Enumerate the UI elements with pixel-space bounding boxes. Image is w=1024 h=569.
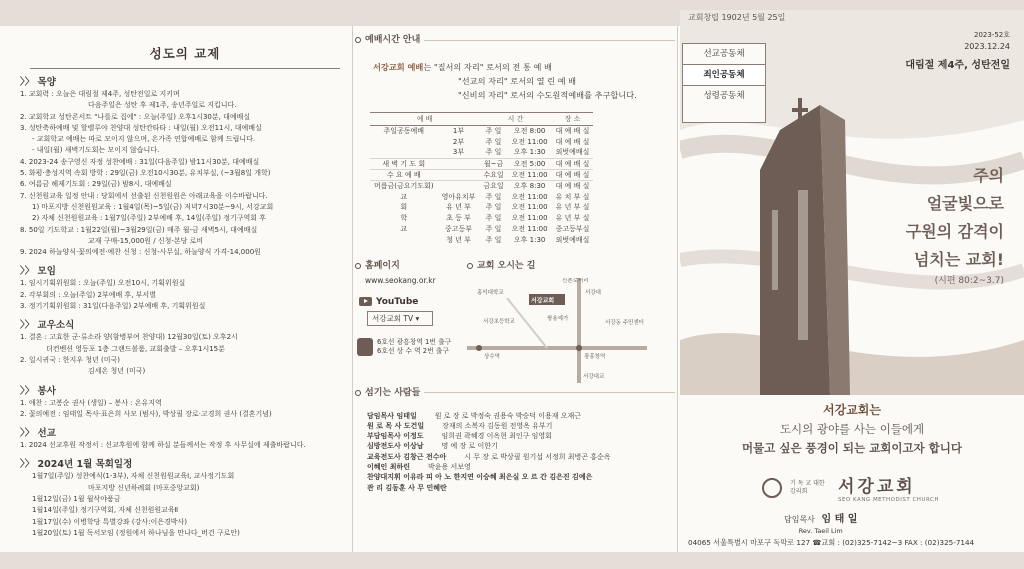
divider	[424, 392, 675, 393]
schedule-cell-p: 청 년 부	[446, 236, 471, 245]
worship-heading: 예배시간 안내	[365, 35, 421, 45]
schedule-cell-d: 주 일	[485, 203, 502, 212]
notice-line: 1월20일(토) 1월 독서모임 (정원에서 하나님을 만나다_버건 구로안)	[32, 528, 240, 537]
schedule-cell-p: 2부	[452, 137, 465, 146]
schedule-cell-p: 중고등부	[444, 225, 472, 234]
schedule-cell-g	[370, 136, 438, 147]
schedule-cell-p: 유 년 부	[446, 203, 471, 212]
bulletin-date: 2023.12.24	[964, 42, 1010, 51]
schedule-cell-t: 오전 11:00	[511, 137, 548, 146]
staff-row	[367, 431, 675, 441]
staff-entry: 담임목사 임태일	[367, 411, 417, 420]
fellowship-section	[20, 385, 350, 421]
youtube-channel: 서강교회 TV	[372, 313, 414, 323]
schedule-cell-d: 주 일	[485, 214, 502, 223]
schedule-cell-g: 회	[400, 203, 408, 212]
staff-entry: 임희권 곽혜경 이옥현 최인구 임영회	[441, 432, 552, 441]
schedule-row	[370, 235, 593, 246]
notice-line: 1월14일(주일) 정기구역회, 자체 신천원원교육Ⅱ	[32, 506, 179, 515]
map-label-church: 서강교회	[531, 297, 555, 305]
youtube-label: YouTube	[376, 296, 419, 307]
schedule-cell-p: 1부	[452, 127, 465, 136]
schedule-cell-g	[370, 235, 438, 246]
worship-intro-line	[373, 74, 675, 88]
staff-entry: 찬양대지휘 이유라 피 아 노 한지연 이승혜 최은실 오 르 간 김은진 김예은	[367, 473, 593, 482]
schedule-cell-p: 3부	[452, 148, 465, 157]
schedule-row	[370, 224, 593, 235]
circle-bullet-icon	[467, 263, 473, 269]
cover-panel	[680, 10, 1024, 550]
schedule-row	[370, 147, 593, 158]
notice-line: 마포지방 신년하례회 (마포중앙교회)	[88, 483, 200, 492]
worship-intro-line	[373, 60, 675, 74]
schedule-row	[370, 202, 593, 213]
notice-line: 5. 화평·충성지역 속회 방학 : 29일(금) 오전10시30분, 유치부실, (~3월8일 개학)	[20, 169, 271, 178]
notice-line: 1. 결혼 : 고효한 군·류소라 양(함병부여 찬양대) 12월30일(토) 오후2시	[20, 333, 238, 342]
homepage-heading: 홈페이지	[365, 260, 400, 271]
worship-intro-text: "신비의 자리" 로서의 수도원적예배를 추구합니다.	[458, 90, 637, 100]
theme-line-3: 구원의 감격이	[905, 222, 1004, 241]
notice-line: 다음주일은 성탄 후 제1주, 송년주일로 지킵니다.	[88, 101, 237, 110]
notice-line: 교재 구매-15,000원 / 신청-본당 로비	[88, 236, 204, 245]
worship-intro-line	[373, 88, 675, 102]
schedule-cell-p	[438, 158, 480, 169]
staff-row	[367, 441, 675, 451]
schedule-cell-g: 학	[400, 214, 408, 223]
staff-entry: 관 리 김동훈 사 무 민혜란	[367, 483, 447, 492]
notice-line: 9. 2024 하늘양식·꽃의예전·예찬 신청 : 신청-사무실, 하늘양식 가격-14,000원	[20, 248, 261, 257]
schedule-cell-l: 대 예 배 실	[552, 180, 594, 191]
col-header-place: 장 소	[552, 113, 594, 126]
youtube-block[interactable]	[359, 297, 455, 307]
community-mission: 선교공동체	[703, 49, 745, 59]
schedule-row	[370, 136, 593, 147]
map-label-hongik: 홍익대학교	[477, 289, 504, 296]
notice-line: 1. 교회력 : 오늘은 대림절 제4주, 성탄전일로 지키며	[20, 90, 180, 98]
map-svg	[467, 278, 647, 383]
notice-line: 1. 2024 선교후원 작정서 : 선교후원에 함께 하실 분들께서는 작정 후 사무실에 제출바랍니다.	[20, 441, 306, 450]
church-name: 서강교회	[838, 477, 916, 497]
issue-number: 2023-52호	[973, 31, 1010, 39]
schedule-cell-l: 외벗예배실	[555, 148, 590, 157]
col-header-worship: 예 배	[370, 113, 479, 126]
youtube-channel-select[interactable]: 서강교회 TV ▾	[367, 311, 433, 326]
notice-line: 3. 성탄축하예배 및 할렐루야 찬양대 성탄칸타타 : 내일(월) 오전11시, 대예배실	[20, 123, 262, 132]
homepage-block	[355, 260, 455, 383]
worship-intro	[373, 60, 675, 102]
staff-row	[367, 462, 675, 472]
schedule-cell-l: 중고등부실	[555, 225, 590, 234]
map-label-school: 서강초등학교	[483, 318, 515, 325]
schedule-cell-g: 교	[400, 192, 408, 201]
fold-line-left	[352, 26, 353, 552]
map-label-gwangheungchang: 광흥창역	[584, 353, 606, 360]
map-label-sangsu: 상수역	[484, 353, 500, 360]
notice-line: 2. 꽃의예전 : 임태일 목사·표은희 사모 (범사), 박상필 장로·고경희 권사 (결혼기념)	[20, 409, 272, 418]
contact-row	[355, 260, 675, 383]
fellowship-panel	[20, 10, 350, 550]
schedule-cell-t: 오전 5:00	[508, 158, 552, 169]
info-panel	[355, 10, 675, 550]
map-label-sogang-univ: 서강대	[585, 289, 601, 296]
subway-icon	[357, 338, 373, 356]
people-list	[367, 411, 675, 493]
theme-line-1: 주의	[973, 166, 1004, 185]
schedule-row	[370, 213, 593, 224]
schedule-cell-t: 오후 1:30	[513, 148, 546, 157]
notice-line: 6. 여름금 헤제기도회 : 29일(금) 밤8시, 대예배실	[20, 180, 172, 189]
notice-line: 8. 50일 기도학교 : 1월22일(월)~3월29일(금) 매주 월-금 새벽5시, 대예배실	[20, 225, 258, 234]
pastor-block	[784, 510, 857, 535]
section-heading: 〉〉 교우소식	[20, 320, 75, 332]
notice-line: 1월12일(금) 1월 월삭야품금	[32, 495, 121, 504]
section-heading: 〉〉 2024년 1월 목회일정	[20, 459, 133, 471]
schedule-cell-l: 유 년 부 실	[555, 214, 590, 223]
schedule-cell-d: 주 일	[485, 148, 502, 157]
schedule-row	[370, 180, 593, 191]
pastor-title: 담임목사	[784, 515, 815, 524]
schedule-cell-t: 오전 8:00	[513, 127, 546, 136]
fellowship-section	[20, 458, 350, 539]
mission-line-1: 서강교회는	[823, 403, 881, 417]
people-heading: 섬기는 사람들	[365, 387, 421, 398]
notice-line: 1. 임시기획위원회 : 오늘(주일) 오전10시, 기획위원실	[20, 279, 186, 288]
map-label-sinchon: 신촌로터리	[562, 277, 589, 284]
staff-entry: 박윤용 서보영	[428, 463, 471, 471]
schedule-cell-d: 주 일	[485, 127, 502, 136]
subway-line-2: 6호선 상 수 역 2번 출구	[377, 346, 449, 355]
fold-line-right	[677, 26, 678, 552]
schedule-cell-d: 주 일	[485, 225, 502, 234]
staff-row	[367, 472, 675, 482]
pastor-name: 임 태 일	[821, 514, 858, 525]
schedule-cell-l: 대 예 배 실	[552, 169, 594, 180]
church-name-english: SEO KANG METHODIST CHURCH	[838, 497, 939, 503]
staff-entry: 교육전도사 김창근 전수아	[367, 452, 447, 461]
staff-row	[367, 421, 675, 431]
schedule-cell-d: 주 일	[485, 236, 502, 245]
schedule-cell-t: 오전 11:00	[511, 192, 548, 201]
staff-entry: 부담임목사 이정도	[367, 432, 424, 441]
schedule-cell-p: 영아유치부	[441, 192, 476, 201]
schedule-cell-l: 대 예 배 실	[555, 127, 590, 136]
staff-entry: 명 예 장 로 이한기	[441, 442, 498, 451]
notice-line: 2. 일시귀국 : 한지우 청년 (미국)	[20, 355, 121, 364]
notice-line: 김세온 청년 (미국)	[88, 367, 146, 376]
notice-line: 2) 자체 신천원원교육 : 1월7일(주일) 2부예배 후, 14일(주일) 정기구역회 후	[32, 214, 267, 223]
fellowship-section	[20, 76, 350, 258]
staff-entry: 이혜인 최하린	[367, 463, 411, 471]
schedule-cell-d: 주 일	[485, 137, 502, 146]
circle-bullet-icon	[355, 390, 361, 396]
schedule-cell-t: 오전 11:00	[508, 169, 552, 180]
staff-row	[367, 483, 675, 493]
circle-bullet-icon	[355, 263, 361, 269]
schedule-row	[370, 169, 593, 180]
homepage-link[interactable]: www.seokang.or.kr	[365, 275, 436, 285]
church-founded: 교회창립 1902년 5월 25일	[688, 13, 786, 22]
notice-line: 4. 2023-24 송구영신 자정 성찬예배 : 31일(다음주일) 밤11시30분, 대예배실	[20, 157, 260, 166]
fellowship-section	[20, 427, 350, 451]
worship-intro-text: "선교의 자리" 로서의 열 린 예 배	[458, 76, 577, 86]
directions-heading: 교회 오시는 길	[477, 260, 536, 271]
schedule-cell-d: 수요일	[479, 169, 507, 180]
schedule-cell-t: 오전 11:00	[511, 203, 548, 212]
schedule-cell-g: 교	[400, 225, 408, 234]
sunday-name: 대림절 제4주, 성탄전일	[905, 60, 1010, 71]
section-heading: 〉〉 목양	[20, 77, 56, 88]
notice-line: 2. 교회학교 성탄콘서트 "나를로 집에" : 오늘(주일) 오후1시30분, 대예배실	[20, 112, 251, 121]
schedule-cell-t: 오후 8:30	[508, 180, 552, 191]
schedule-cell-t: 오전 11:00	[511, 214, 548, 223]
schedule-cell-l: 대 예 배 실	[555, 137, 590, 146]
worship-schedule-table	[370, 112, 593, 246]
staff-entry: 원 로 장 로 박정숙 권용숙 박승덕 이용재 오재근	[434, 411, 582, 420]
circle-bullet-icon	[355, 37, 361, 43]
notice-line: 7. 신천원교육 일정 안내 : 당회에서 선출된 신천원원은 아래교육을 이수바랍니다.	[20, 191, 268, 200]
schedule-cell-g: 수 요 예 배	[370, 169, 438, 180]
schedule-cell-l: 유 치 부 실	[555, 192, 590, 201]
schedule-cell-g	[370, 147, 438, 158]
schedule-cell-d: 주 일	[485, 192, 502, 201]
fellowship-title: 성도의 교제	[20, 44, 350, 69]
map-label-bridge: 서강대교	[583, 373, 605, 380]
schedule-row	[370, 191, 593, 202]
schedule-cell-t: 오전 11:00	[511, 225, 548, 234]
section-heading: 〉〉 모임	[20, 266, 56, 278]
fellowship-section	[20, 319, 350, 377]
community-box	[682, 43, 766, 123]
notice-line: 더컨벤션 영등포 1층 그랜드볼룸, 교회출발 – 오후1시15분	[46, 344, 225, 353]
theme-text	[906, 162, 1004, 288]
staff-entry: 시 무 장 로 박상필 원기섭 서정희 최병곤 홍순옥	[464, 452, 611, 461]
schedule-cell-t: 오후 1:30	[513, 236, 546, 245]
schedule-row	[370, 126, 593, 137]
worship-heading-row	[355, 34, 675, 46]
notice-line: 1. 애찬 : 고봉순 권사 (생일) – 봉사 : 온유지역	[20, 398, 162, 407]
staff-row	[367, 411, 675, 421]
schedule-cell-l: 유 년 부 실	[555, 203, 590, 212]
notice-line: - 교회학교 예배는 따로 모이지 않으며, 온가족 연합예배로 함께 드립니다.	[32, 135, 256, 144]
pastor-english: Rev. Taeil Lim	[798, 527, 843, 535]
mission-line-3: 머물고 싶은 풍경이 되는 교회이고자 합니다	[742, 441, 962, 455]
directions-block	[467, 260, 667, 383]
church-logo-block	[762, 472, 939, 503]
schedule-row	[370, 158, 593, 169]
mission-statement	[680, 401, 1024, 458]
notice-line: 3. 정기기획위원회 : 31일(다음주일) 2부예배 후, 기획위원실	[20, 302, 206, 311]
theme-reference: (시편 80:2~3.7)	[934, 276, 1004, 286]
schedule-cell-d: 월~금	[479, 158, 507, 169]
section-heading: 〉〉 봉사	[20, 385, 56, 397]
fellowship-sections	[20, 76, 350, 539]
theme-line-2: 얼굴빛으로	[926, 194, 1004, 213]
section-heading: 〉〉 선교	[20, 428, 56, 440]
staff-entry: 심방전도사 이상남	[367, 442, 424, 451]
schedule-cell-p: 초 등 부	[446, 214, 471, 223]
subway-info	[357, 338, 455, 356]
map-label-community: 서강동 주민센터	[605, 319, 644, 326]
worship-intro-highlight: 서강교회 예배	[373, 62, 424, 72]
map-label-apartment: 쌍용예가	[547, 315, 569, 322]
schedule-cell-p	[438, 169, 480, 180]
schedule-cell-g: 새 벽 기 도 회	[370, 158, 438, 169]
directions-map	[467, 278, 647, 383]
schedule-cell-g: 주일공동예배	[383, 127, 425, 136]
staff-row	[367, 452, 675, 462]
notice-line: 2. 각부회의 : 오늘(주일) 2부예배 후, 부서별	[20, 290, 156, 299]
church-address: 04065 서울특별시 마포구 독막로 127 ☎교회 : (02)325-7142~3 FAX : (02)325-7144	[688, 538, 975, 547]
worship-intro-text: 는 "질서의 자리" 로서의 전 통 예 배	[423, 62, 552, 72]
schedule-cell-d: 금요일	[479, 180, 507, 191]
theme-line-4: 넘치는 교회!	[913, 250, 1004, 269]
notice-line: 1) 마포지방 신천원원교육 : 1월4일(목)~5일(금) 저녁7시30분~9시, 서강교회	[32, 202, 274, 211]
church-seal-icon	[762, 478, 782, 498]
fellowship-section	[20, 265, 350, 312]
divider	[424, 40, 675, 41]
notice-line: - 내일(월) 새벽기도회는 모이지 않습니다.	[32, 146, 160, 155]
staff-entry: 원 로 목 사 도건일	[367, 421, 425, 430]
staff-entry: 장재의 소복자 김동원 전영옥 유부기	[442, 421, 553, 430]
church-denomination: 기 독 교 대한감리회	[790, 479, 825, 495]
subway-line-1: 6호선 광흥창역 1번 출구	[377, 337, 452, 346]
schedule-cell-p	[438, 180, 480, 191]
col-header-time: 시 간	[479, 113, 551, 126]
schedule-cell-g: 머릅금(금요기도회)	[370, 180, 438, 191]
schedule-cell-l: 외벗예배실	[555, 236, 590, 245]
people-heading-row	[355, 387, 675, 399]
notice-line: 1월17일(수) 이병학당 특별강좌 (강사:이은경박사)	[32, 517, 188, 526]
bottom-band	[0, 552, 1024, 569]
mission-line-2: 도시의 광야를 사는 이들에게	[779, 422, 925, 436]
notice-line: 1월7일(주일) 성찬예식(1-3부), 자체 신천원원교육Ⅰ, 교사정기도회	[32, 472, 235, 481]
youtube-play-icon	[359, 297, 372, 306]
schedule-cell-l: 대 예 배 실	[552, 158, 594, 169]
community-spirit: 성령공동체	[703, 91, 745, 101]
community-sinner: 죄인공동체	[683, 64, 765, 86]
